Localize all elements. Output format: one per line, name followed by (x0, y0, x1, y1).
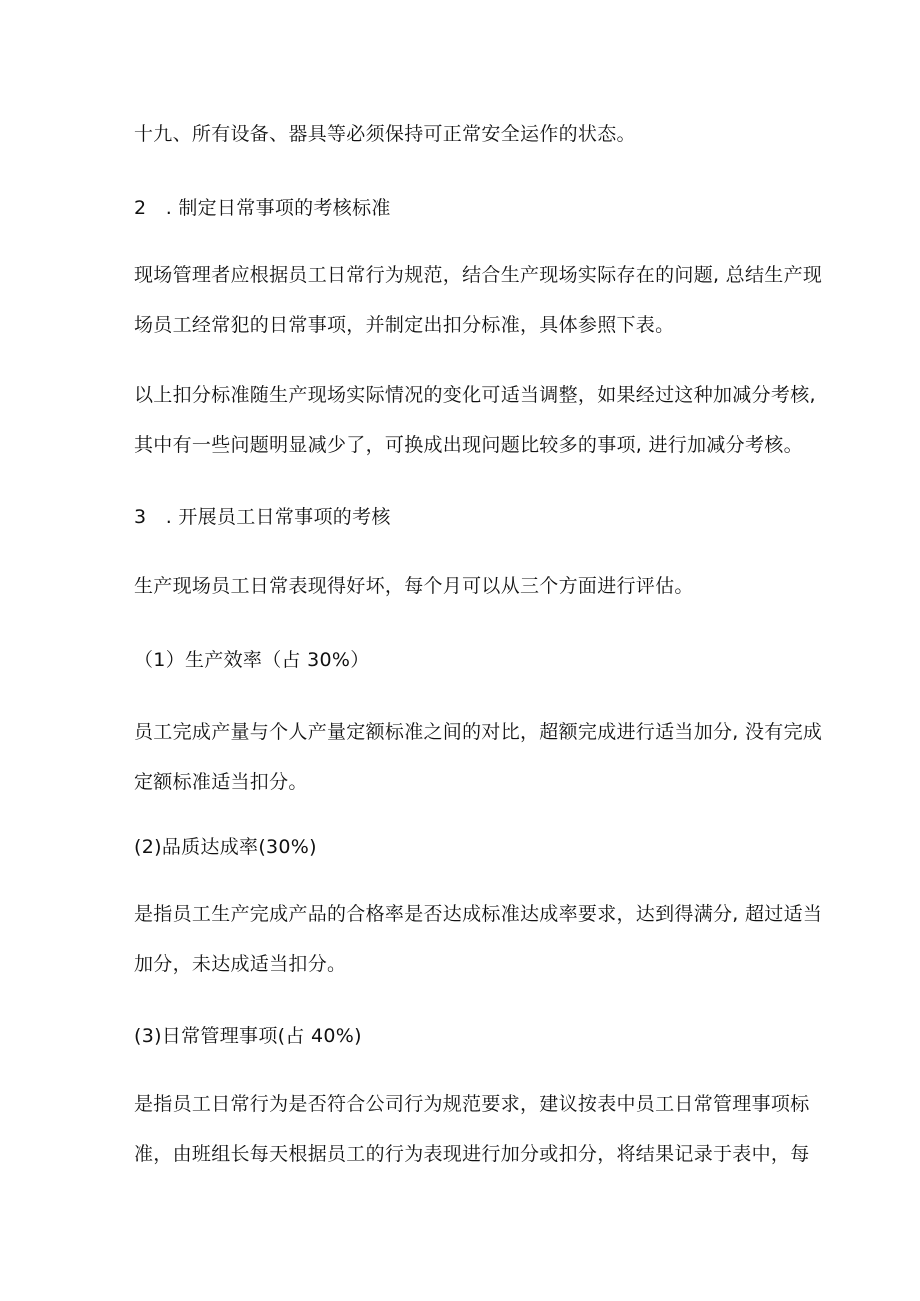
paragraph-line: 其中有一些问题明显减少了，可换成出现问题比较多的事项, 进行加减分考核。 (134, 434, 803, 456)
paragraph-line: 以上扣分标准随生产现场实际情况的变化可适当调整，如果经过这种加减分考核, (134, 384, 816, 406)
paragraph-line: 员工完成产量与个人产量定额标准之间的对比，超额完成进行适当加分, 没有完成 (134, 721, 823, 743)
paragraph-line: 定额标准适当扣分。 (134, 771, 308, 793)
subheading-production-efficiency: （1）生产效率（占 30%） (134, 649, 370, 671)
paragraph-line: 是指员工日常行为是否符合公司行为规范要求，建议按表中员工日常管理事项标 (134, 1093, 810, 1115)
subheading-quality-rate: (2)品质达成率(30%) (134, 836, 317, 858)
section-heading-2: 2 . 制定日常事项的考核标准 (134, 197, 391, 219)
section-heading-3: 3 . 开展员工日常事项的考核 (134, 506, 391, 528)
rule-item-19: 十九、所有设备、器具等必须保持可正常安全运作的状态。 (134, 123, 636, 145)
subheading-daily-management: (3)日常管理事项(占 40%) (134, 1025, 362, 1047)
paragraph-line: 是指员工生产完成产品的合格率是否达成标准达成率要求，达到得满分, 超过适当 (134, 903, 823, 925)
paragraph-line: 现场管理者应根据员工日常行为规范，结合生产现场实际存在的问题, 总结生产现 (134, 264, 823, 286)
paragraph-line: 准，由班组长每天根据员工的行为表现进行加分或扣分，将结果记录于表中，每 (134, 1143, 810, 1165)
paragraph-line: 生产现场员工日常表现得好坏，每个月可以从三个方面进行评估。 (134, 575, 694, 597)
paragraph-line: 场员工经常犯的日常事项，并制定出扣分标准，具体参照下表。 (134, 314, 675, 336)
paragraph-line: 加分，未达成适当扣分。 (134, 953, 347, 975)
